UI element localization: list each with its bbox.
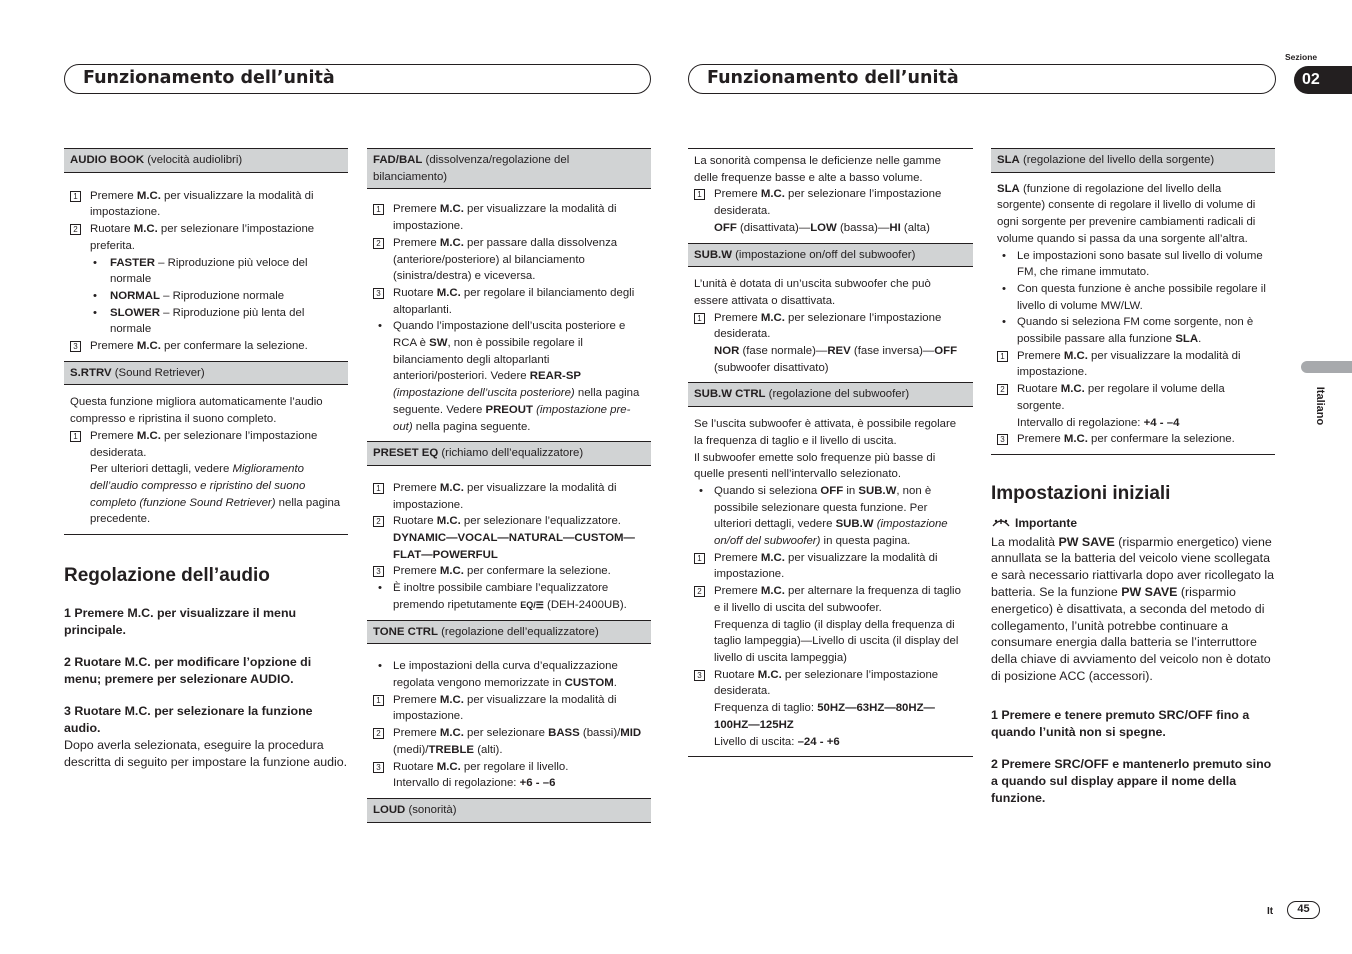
language-tab	[1301, 361, 1352, 373]
loud-body: La sonorità compensa le deficienze nelle gamme delle frequenze basse e alte a basso volume. 1 Premere M.C. per selezionare l’impostazione desiderata. OFF (disattivata)—LOW (bassa)—HI (alta)	[688, 148, 973, 244]
loud-title-bar: LOUD (sonorità)	[367, 799, 651, 823]
tone-body: • Le impostazioni della curva d’equalizzazione regolata vengono memorizzate in CUSTOM. 1 Premere M.C. per visualizzare la modalità di impostazione. 2 Premere M.C. per selezionare BASS (bassi)/MID (medi)/TREBLE (alti). 3 Ruotare M.C. per regolare il livello. Intervallo di regolazione: +6 - –6	[367, 644, 651, 799]
audio-step-1: 1 Premere M.C. per visualizzare il menu principale.	[64, 606, 297, 638]
column-4	[991, 148, 1275, 807]
fadbal-title-bar: FAD/BAL (dissolvenza/regolazione del bilanciamento)	[367, 148, 651, 189]
srtrv-body: Questa funzione migliora automaticamente l’audio compresso e ripristina il suono completo. 1 Premere M.C. per selezionare l’impostazione desiderata. Per ulteriori dettagli, vedere Miglioramento dell’audio compresso e ripristino del suono completo (funzione Sound Retriever) nella pagina precedente.	[64, 385, 348, 535]
tone-title-bar: TONE CTRL (regolazione dell’equalizzatore)	[367, 621, 651, 645]
language-label: Italiano	[1314, 386, 1326, 426]
subwctrl-title-bar: SUB.W CTRL (regolazione del subwoofer)	[688, 383, 973, 407]
sla-body: SLA (funzione di regolazione del livello della sorgente) consente di regolare il livello di volume di ogni sorgente per prevenire cambiamenti radicali di volume quando si passa da una sorgente all’altra. • Le impostazioni sono basate sul livello di volume FM, che rimane immutato. • Con questa funzione è anche possibile regolare il livello di volume MW/LW. • Quando si seleziona FM come sorgente, non è possibile passare alla funzione SLA. 1 Premere M.C. per visualizzare la modalità di impostazione. 2 Ruotare M.C. per regolare il volume della sorgente. Intervallo di regolazione: +4 - –4 3 Premere M.C. per confermare la selezione.	[991, 173, 1275, 455]
section-number-badge: 02	[1294, 66, 1352, 94]
header-left-title: Funzionamento dell’unità	[64, 64, 651, 94]
init-heading: Impostazioni iniziali	[991, 482, 1171, 504]
sla-title-bar: SLA (regolazione del livello della sorgente)	[991, 148, 1275, 173]
column-2	[367, 148, 651, 823]
srtrv-title-bar: S.RTRV (Sound Retriever)	[64, 362, 348, 386]
audio-step-3: 3 Ruotare M.C. per selezionare la funzione audio.	[64, 704, 313, 736]
preset-title-bar: PRESET EQ (richiamo dell’equalizzatore)	[367, 442, 651, 466]
init-step-2: 2 Premere SRC/OFF e mantenerlo premuto sino a quando sul display appare il nome della funzione.	[991, 756, 1272, 805]
eq-icon: EQ/☰	[520, 599, 544, 610]
audio-body: Dopo averla selezionata, eseguire la procedura descritta di seguito per impostare la funzione audio.	[64, 738, 348, 769]
preset-body: 1 Premere M.C. per visualizzare la modalità di impostazione. 2 Ruotare M.C. per selezionare l’equalizzatore. DYNAMIC—VOCAL—NATURAL—CUSTOM—FLAT—POWERFUL 3 Premere M.C. per confermare la selezione. • È inoltre possibile cambiare l’equalizzatore premendo ripetutamente EQ/☰ (DEH-2400UB).	[367, 466, 651, 621]
subwctrl-body: Se l’uscita subwoofer è attivata, è possibile regolare la frequenza di taglio e il livello di uscita. Il subwoofer emette solo frequenze più basse di quelle presenti nell’intervallo selezionato. • Quando si seleziona OFF in SUB.W, non è possibile selezionare questa funzione. Per ulteriori dettagli, vedere SUB.W (impostazione on/off del subwoofer) in questa pagina. 1 Premere M.C. per visualizzare la modalità di impostazione. 2 Premere M.C. per alternare la frequenza di taglio e il livello di uscita del subwoofer. Frequenza di taglio (il display della frequenza di taglio lampeggia)—Livello di uscita (il display del livello di uscita lampeggia) 3 Ruotare M.C. per selezionare l’impostazione desiderata. Frequenza di taglio: 50HZ—63HZ—80HZ—100HZ—125HZ Livello di uscita: –24 - +6	[688, 407, 973, 757]
page-number: 45	[1287, 901, 1320, 919]
audio-heading: Regolazione dell’audio	[64, 565, 270, 587]
audiobook-body: 1 Premere M.C. per visualizzare la modalità di impostazione. 2 Ruotare M.C. per selezionare l’impostazione preferita. • FASTER – Riproduzione più veloce del normale • NORMAL – Riproduzione normale • SLOWER – Riproduzione più lenta del normale 3 Premere M.C. per confermare la selezione.	[64, 173, 348, 362]
section-label: Sezione	[1285, 52, 1318, 62]
column-1	[64, 148, 348, 771]
column-3	[688, 148, 973, 757]
subw-title-bar: SUB.W (impostazione on/off del subwoofer)	[688, 244, 973, 268]
fadbal-body: 1 Premere M.C. per visualizzare la modalità di impostazione. 2 Premere M.C. per passare dalla dissolvenza (anteriore/posteriore) al bilanciamento (sinistra/destra) e viceversa. 3 Ruotare M.C. per regolare il bilanciamento degli altoparlanti. • Quando l’impostazione dell’uscita posteriore e RCA è SW, non è possibile regolare il bilanciamento degli altoparlanti anteriori/posteriori. Vedere REAR-SP (impostazione dell’uscita posteriore) nella pagina seguente. Vedere PREOUT (impostazione pre-out) nella pagina seguente.	[367, 189, 651, 442]
header-right-title: Funzionamento dell’unità	[688, 64, 1276, 94]
init-paragraph: La modalità PW SAVE (risparmio energetico) viene annullata se la batteria del veicolo viene scollegata e sarà necessario riattivarla dopo aver ricollegato la batteria. Se la funzione PW SAVE (risparmio energetico) è disattivata, a seconda del metodo di collegamento, l’unità potrebbe continuare a consumare energia dalla batteria se l’interruttore della chiave di avviamento del veicolo non è dotato di posizione ACC (accessori).	[991, 534, 1275, 684]
page-language: It	[1267, 906, 1274, 917]
audiobook-title-bar: AUDIO BOOK (velocità audiolibri)	[64, 148, 348, 173]
important-icon	[991, 516, 1011, 528]
subw-body: L’unità è dotata di un’uscita subwoofer che può essere attivata o disattivata. 1 Premere M.C. per selezionare l’impostazione desiderata. NOR (fase normale)—REV (fase inversa)—OFF (subwoofer disattivato)	[688, 267, 973, 383]
audio-step-2: 2 Ruotare M.C. per modificare l’opzione di menu; premere per selezionare AUDIO.	[64, 655, 312, 687]
important-label: Importante	[991, 515, 1275, 532]
init-step-1: 1 Premere e tenere premuto SRC/OFF fino a quando l’unità non si spegne.	[991, 707, 1250, 739]
